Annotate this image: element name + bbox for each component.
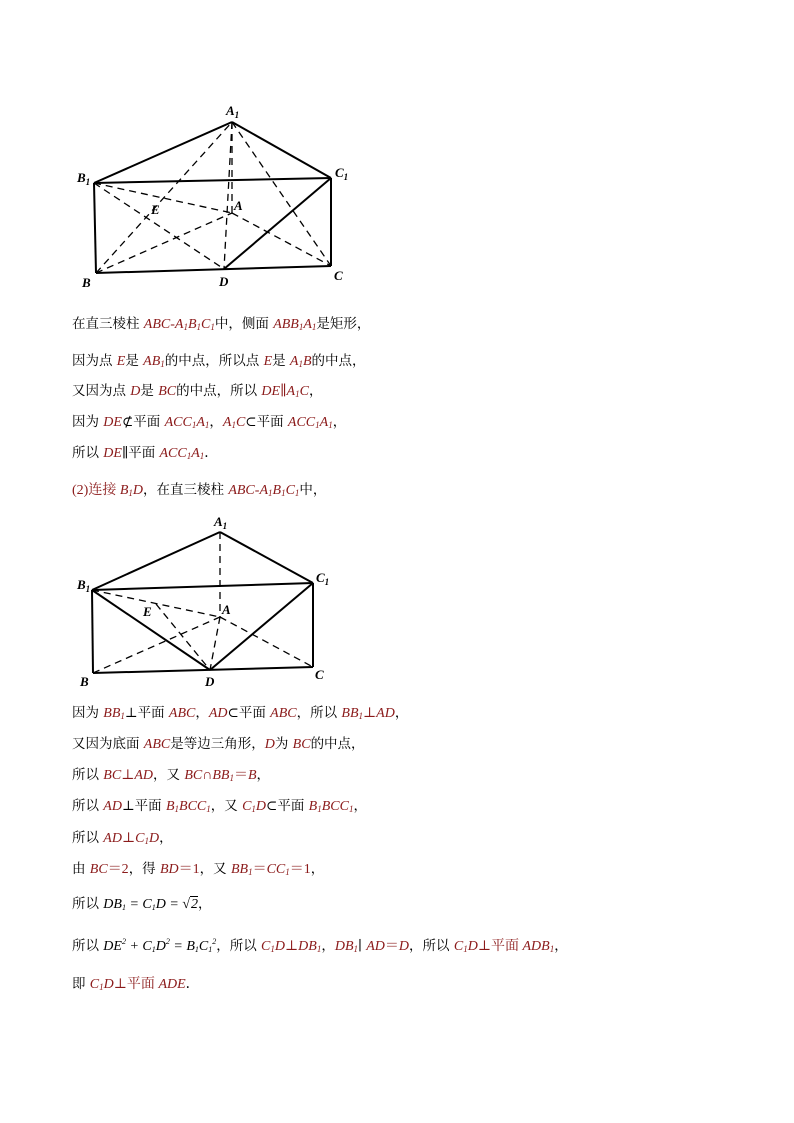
edge-b1-b bbox=[92, 590, 93, 673]
hidden-e-d bbox=[156, 604, 210, 670]
label-a1: $A_1$ bbox=[226, 103, 240, 120]
text-line-2: 因为点 E是 $AB_1$的中点，所以点 E是 $A_1B$的中点， bbox=[72, 353, 366, 369]
edge-c1-d bbox=[224, 178, 331, 269]
hidden-a1-c bbox=[232, 122, 331, 266]
label-e: E bbox=[143, 604, 152, 619]
label-d: D bbox=[219, 274, 229, 289]
label-c1: $C_1$ bbox=[316, 570, 330, 587]
label-a1: $A_1$ bbox=[214, 514, 228, 531]
text-line-7: 因为 $BB_1\perp$平面 ABC，AD⊂平面 ABC，所以 $BB_1\perp AD$， bbox=[72, 705, 409, 721]
text-line-13: 所以 $DB_1 = C_1D = √2$， bbox=[72, 896, 212, 912]
edge-b1-a1 bbox=[92, 532, 220, 590]
text-line-4: 因为 DE⊄平面 $ACC_1A_1$，$A_1C\subset$平面 $ACC_1A_1$， bbox=[72, 414, 347, 430]
text-line-11: 所以 $AD\perp C_1D$， bbox=[72, 830, 173, 846]
edge-b-c bbox=[96, 266, 331, 273]
edge-c1-d bbox=[210, 583, 313, 670]
sqrt-symbol: √ bbox=[182, 897, 191, 912]
label-c: C bbox=[334, 268, 343, 283]
hidden-b1-d bbox=[94, 183, 224, 269]
text-line-1: 在直三棱柱 ABC-$A_1B_1C_1$中，侧面 $ABB_1A_1$是矩形， bbox=[72, 316, 371, 332]
text-line-12: 由 BC＝2，得 BD＝1，又 $BB_1=CC_1=1$， bbox=[72, 861, 325, 877]
label-a: A bbox=[234, 198, 243, 213]
label-c1: $C_1$ bbox=[335, 165, 349, 182]
edge-a1-c1 bbox=[220, 532, 313, 583]
prism-figure-2 bbox=[70, 510, 360, 695]
text-line-9: 所以 BC⊥AD，又 $BC\cap BB_1=B$， bbox=[72, 767, 271, 783]
label-b1: $B_1$ bbox=[77, 577, 91, 594]
label-a: A bbox=[222, 602, 231, 617]
label-b1: $B_1$ bbox=[77, 170, 91, 187]
text-line-8: 又因为底面 ABC是等边三角形，D为 BC的中点， bbox=[72, 736, 365, 752]
edge-b1-c1 bbox=[92, 583, 313, 590]
label-d: D bbox=[205, 674, 215, 689]
edge-b1-c1 bbox=[94, 178, 331, 183]
hidden-b-a bbox=[96, 213, 232, 273]
label-c: C bbox=[315, 667, 324, 682]
hidden-a-c bbox=[220, 617, 313, 667]
prism-figure-1 bbox=[70, 95, 360, 295]
text-line-6: (2)连接 $B_1D$，在直三棱柱 ABC-$A_1B_1C_1$中， bbox=[72, 482, 327, 498]
edge-b1-a1 bbox=[94, 122, 232, 183]
edge-b-c bbox=[93, 667, 313, 673]
edge-b1-b bbox=[94, 183, 96, 273]
edge-a1-c1 bbox=[232, 122, 331, 178]
text-line-5: 所以 DE∥平面 $ACC_1A_1$. bbox=[72, 445, 209, 461]
text-line-10: 所以 AD⊥平面 $B_1BCC_1$，又 $C_1D\subset$平面 $B_1BCC_1$， bbox=[72, 798, 367, 814]
text-line-3: 又因为点 D是 BC的中点，所以 $DE\parallel A_1C$， bbox=[72, 383, 323, 399]
text-line-15: 即 $C_1D\perp$平面 ADE. bbox=[72, 976, 190, 992]
label-e: E bbox=[151, 202, 160, 217]
text-line-14: 所以 $DE^2 + C_1D^2 = B_1C_1^2$，所以 $C_1D\perp DB_1$，$DB_1∣$ AD＝D，所以 $C_1D\perp$平面 $ADB_1$， bbox=[72, 937, 568, 954]
hidden-a1-d bbox=[224, 122, 232, 269]
label-b: B bbox=[82, 275, 91, 290]
label-b: B bbox=[80, 674, 89, 689]
